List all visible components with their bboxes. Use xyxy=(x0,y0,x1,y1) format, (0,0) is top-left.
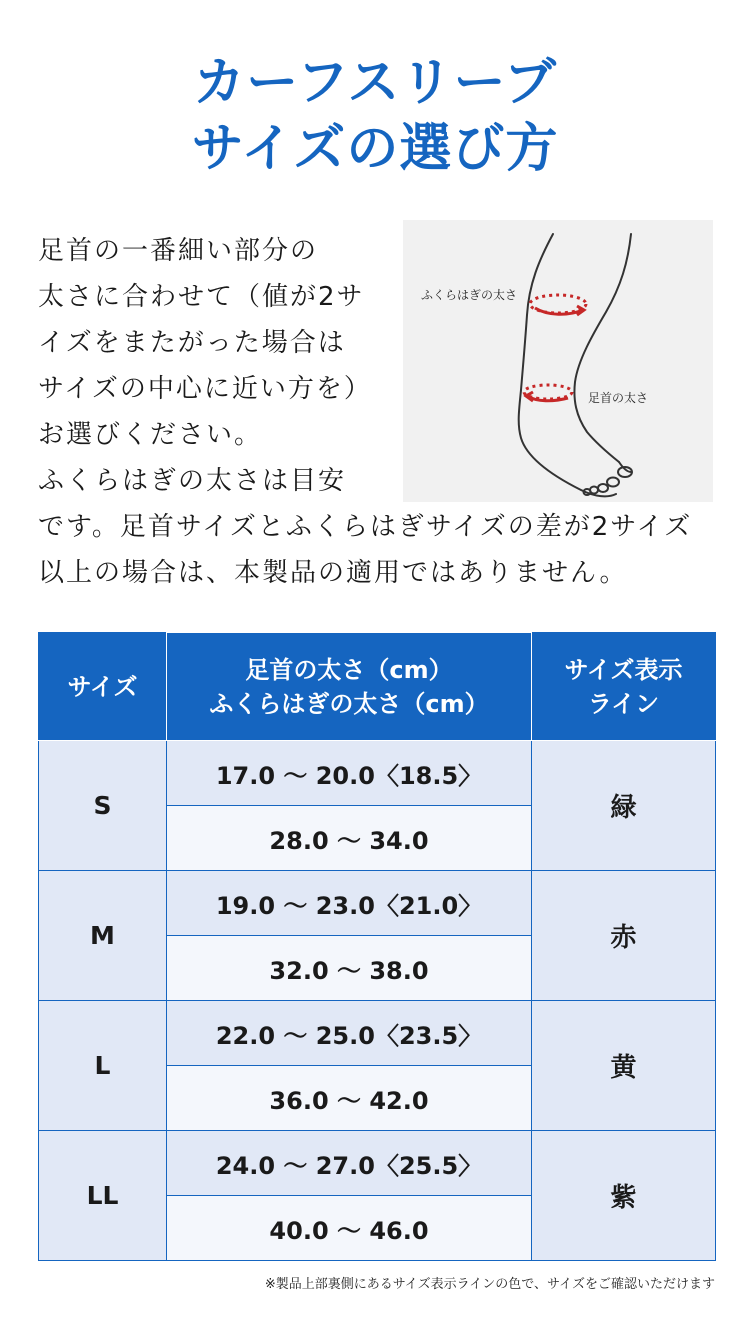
ankle-range-cell: 24.0 〜 27.0〈25.5〉 xyxy=(167,1131,532,1196)
header-size xyxy=(39,633,167,741)
title-line-2: サイズの選び方 xyxy=(191,119,559,179)
ankle-range-cell: 19.0 〜 23.0〈21.0〉 xyxy=(167,871,532,936)
leg-drawing-icon xyxy=(403,220,713,502)
table-row xyxy=(39,1131,716,1196)
description-line: 足首の一番細い部分の xyxy=(38,236,319,266)
description-line: お選びください。 xyxy=(38,420,263,450)
header-measure-calf: ふくらはぎの太さ（cm） xyxy=(209,689,489,718)
description-line: 以上の場合は、本製品の適用ではありません。 xyxy=(38,558,628,588)
ankle-range-cell: 22.0 〜 25.0〈23.5〉 xyxy=(167,1001,532,1066)
description-line: です。足首サイズとふくらはぎサイズの差が2サイズ xyxy=(38,512,693,542)
size-cell: LL xyxy=(39,1131,167,1261)
calf-range-cell: 36.0 〜 42.0 xyxy=(167,1066,532,1131)
leg-illustration xyxy=(403,220,713,502)
size-table xyxy=(38,632,716,1261)
line-color-cell: 紫 xyxy=(532,1131,716,1261)
line-color-cell: 黄 xyxy=(532,1001,716,1131)
calf-range-cell: 28.0 〜 34.0 xyxy=(167,806,532,871)
description-line: サイズの中心に近い方を） xyxy=(38,374,372,404)
header-line-label-2: ライン xyxy=(587,689,660,718)
size-cell: S xyxy=(39,741,167,871)
title-line-1: カーフスリーブ xyxy=(193,53,557,113)
header-line xyxy=(532,633,716,741)
table-row xyxy=(39,871,716,936)
description-line: 太さに合わせて（値が2サ xyxy=(38,282,365,312)
description-line: イズをまたがった場合は xyxy=(38,328,346,358)
header-measure-ankle: 足首の太さ（cm） xyxy=(245,655,453,684)
description-line: ふくらはぎの太さは目安 xyxy=(38,466,347,496)
calf-label: ふくらはぎの太さ xyxy=(421,288,518,302)
size-cell: L xyxy=(39,1001,167,1131)
page-title xyxy=(0,50,750,182)
header-measure xyxy=(167,633,532,741)
header-size-label: サイズ xyxy=(67,672,138,701)
line-color-cell: 赤 xyxy=(532,871,716,1001)
calf-range-cell: 32.0 〜 38.0 xyxy=(167,936,532,1001)
ankle-label: 足首の太さ xyxy=(588,391,649,405)
calf-range-cell: 40.0 〜 46.0 xyxy=(167,1196,532,1261)
header-line-label-1: サイズ表示 xyxy=(564,655,683,684)
table-row xyxy=(39,1001,716,1066)
footnote: ※製品上部裏側にあるサイズ表示ラインの色で、サイズをご確認いただけます xyxy=(264,1277,715,1292)
line-color-cell: 緑 xyxy=(532,741,716,871)
table-row xyxy=(39,741,716,806)
table-header-row xyxy=(39,633,716,741)
size-cell: M xyxy=(39,871,167,1001)
ankle-range-cell: 17.0 〜 20.0〈18.5〉 xyxy=(167,741,532,806)
